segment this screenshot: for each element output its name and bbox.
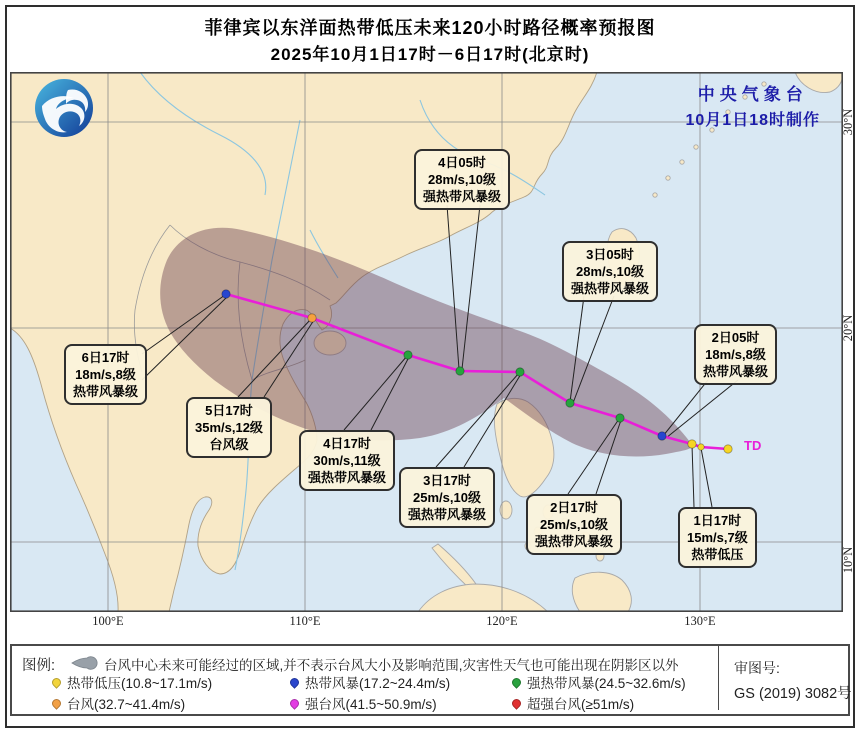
callout-wind: 28m/s,10级 (576, 264, 644, 279)
legend-panel (10, 644, 850, 716)
agency-name: 中央气象台 (697, 85, 808, 104)
lon-label-100e: 100°E (92, 614, 124, 628)
lon-label-120e: 120°E (486, 614, 518, 628)
cone-legend-icon (70, 655, 100, 671)
legend-item-label: 强热带风暴(24.5~32.6m/s) (527, 676, 686, 691)
callout-wind: 25m/s,10级 (413, 490, 481, 505)
callout-wind: 28m/s,10级 (428, 172, 496, 187)
callout-time: 3日05时 (586, 247, 634, 262)
callout-time: 1日17时 (693, 513, 742, 528)
track-point-6d17h (222, 290, 230, 298)
lat-label-10n: 10°N (841, 546, 855, 574)
page-subtitle: 2025年10月1日17时－6日17时(北京时) (270, 45, 590, 64)
callout-category: 强热带风暴级 (535, 534, 614, 549)
legend-item-sts (512, 672, 686, 692)
callout-category: 强热带风暴级 (408, 507, 487, 522)
callout-2d17h (526, 494, 622, 555)
legend-title: 图例: (22, 658, 56, 674)
callout-category: 强热带风暴级 (571, 281, 650, 296)
lon-label-130e: 130°E (684, 614, 716, 628)
super-ty-marker-icon (510, 697, 523, 710)
producer-block (686, 80, 821, 130)
callout-4d05h (414, 149, 510, 210)
track-point-3d17h (516, 368, 524, 376)
legend-item-super-ty (512, 693, 634, 713)
callout-wind: 18m/s,8级 (705, 347, 766, 362)
legend-divider (718, 646, 719, 710)
sts-marker-icon (510, 676, 523, 689)
callout-time: 6日17时 (81, 350, 130, 365)
track-point-2d17h (616, 414, 624, 422)
callout-wind: 30m/s,11级 (313, 453, 381, 468)
approval-number: GS (2019) 3082号 (734, 686, 852, 702)
callout-time: 4日05时 (438, 155, 486, 170)
track-point-current-td (724, 445, 732, 453)
legend-item-td (52, 672, 212, 692)
callout-wind: 25m/s,10级 (540, 517, 608, 532)
callout-4d17h (299, 430, 395, 491)
track-point-4d05h (456, 367, 464, 375)
callout-1d17h (678, 507, 757, 568)
issue-time: 10月1日18时制作 (685, 112, 820, 129)
callout-time: 4日17时 (323, 436, 371, 451)
callout-5d17h (186, 397, 272, 458)
lat-label-20n: 20°N (841, 314, 855, 342)
callout-time: 3日17时 (423, 473, 471, 488)
track-point-4d17h (404, 351, 412, 359)
legend-item-label: 台风(32.7~41.4m/s) (67, 697, 186, 712)
track-point-2d05h (658, 432, 666, 440)
track-point-5d17h (308, 314, 316, 322)
lon-label-110e: 110°E (289, 614, 321, 628)
callout-category: 热带风暴级 (73, 384, 139, 399)
legend-item-label: 超强台风(≥51m/s) (527, 697, 635, 712)
approval-label: 审图号: (734, 660, 780, 676)
legend-item-label: 热带低压(10.8~17.1m/s) (67, 676, 213, 691)
callout-category: 热带低压 (691, 547, 744, 562)
legend-item-ty (52, 693, 185, 713)
track-point-td (698, 444, 704, 450)
callout-wind: 15m/s,7级 (687, 530, 748, 545)
callout-3d05h (562, 241, 658, 302)
track-point-1d17h (688, 440, 696, 448)
callout-6d17h (64, 344, 147, 405)
cma-logo-icon (28, 76, 100, 140)
callout-category: 热带风暴级 (703, 364, 769, 379)
ty-marker-icon (50, 697, 63, 710)
callout-time: 5日17时 (205, 403, 253, 418)
callout-category: 强热带风暴级 (423, 189, 502, 204)
callout-category: 台风级 (209, 437, 249, 452)
ts-marker-icon (288, 676, 301, 689)
track-point-3d05h (566, 399, 574, 407)
callout-wind: 18m/s,8级 (75, 367, 136, 382)
callout-time: 2日17时 (550, 500, 598, 515)
callout-category: 强热带风暴级 (308, 470, 387, 485)
callout-time: 2日05时 (711, 330, 760, 345)
current-position-label: TD (744, 438, 762, 453)
legend-item-sty (290, 693, 437, 713)
legend-item-label: 强台风(41.5~50.9m/s) (305, 697, 437, 712)
page-title: 菲律宾以东洋面热带低压未来120小时路径概率预报图 (204, 18, 656, 38)
td-marker-icon (50, 676, 63, 689)
legend-item-label: 热带风暴(17.2~24.4m/s) (305, 676, 451, 691)
legend-item-ts (290, 672, 450, 692)
cone-note: 台风中心未来可能经过的区域,并不表示台风大小及影响范围,灾害性天气也可能出现在阴影区以外 (104, 658, 679, 673)
callout-wind: 35m/s,12级 (195, 420, 263, 435)
lat-label-30n: 30°N (841, 108, 855, 136)
callout-3d17h (399, 467, 495, 528)
sty-marker-icon (288, 697, 301, 710)
callout-2d05h (694, 324, 777, 385)
